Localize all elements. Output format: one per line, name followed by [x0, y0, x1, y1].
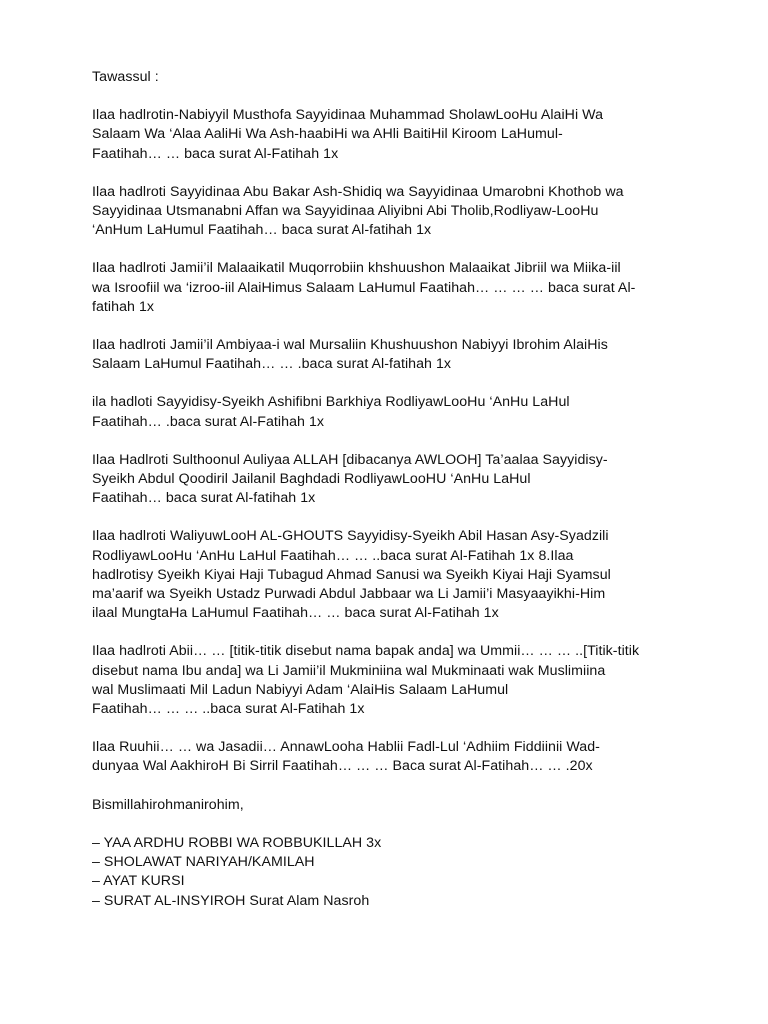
paragraph-tawassul-malaikat: Ilaa hadlroti Jamii’il Malaaikatil Muqorrobiin khshuushon Malaaikat Jibriil wa Miika-iil wa Isroofiil wa ‘izroo-iil AlaiHimus Salaam LaHumul Faatihah… … … … baca surat Al- fatihah 1x — [92, 260, 636, 315]
list-item: – AYAT KURSI — [92, 873, 185, 890]
paragraph-tawassul-auliya: Ilaa Hadlroti Sulthoonul Auliyaa ALLAH [dibacanya AWLOOH] Ta’aalaa Sayyidisy- Syeikh Abdul Qoodiril Jailanil Baghdadi RodliyawLooHU ‘AnHu LaHul Faatihah… baca surat Al-fatihah 1x — [92, 451, 608, 507]
paragraph-tawassul-ashif: ila hadloti Sayyidisy-Syeikh Ashifibni Barkhiya RodliyawLooHu ‘AnHu LaHul Faatihah… .baca surat Al-Fatihah 1x — [92, 394, 570, 430]
document-content — [92, 68, 682, 911]
list-item: – YAA ARDHU ROBBI WA ROBBUKILLAH 3x — [92, 834, 382, 851]
reading-list — [92, 834, 682, 911]
paragraph-tawassul-ambiya: Ilaa hadlroti Jamii’il Ambiyaa-i wal Mursaliin Khushuushon Nabiyyi Ibrohim AlaiHis Salaam LaHumul Faatihah… … .baca surat Al-fatihah 1x — [92, 337, 608, 373]
list-item: – SURAT AL-INSYIROH Surat Alam Nasroh — [92, 892, 370, 909]
paragraph-basmalah: Bismillahirohmanirohim, — [92, 796, 244, 813]
paragraph-tawassul-diri: Ilaa Ruuhii… … wa Jasadii… AnnawLooha Hablii Fadl-Lul ‘Adhiim Fiddiinii Wad- dunyaa Wal AakhiroH Bi Sirril Faatihah… … … Baca surat Al-Fatihah… … .20x — [92, 739, 600, 775]
paragraph-tawassul-nabi: Ilaa hadlrotin-Nabiyyil Musthofa Sayyidinaa Muhammad SholawLooHu AlaiHi Wa Salaam Wa ‘Alaa AaliHi Wa Ash-haabiHi wa AHli BaitiHil Kiroom LaHumul- Faatihah… … baca surat Al-Fatihah 1x — [92, 107, 604, 162]
list-item: – SHOLAWAT NARIYAH/KAMILAH — [92, 854, 315, 871]
paragraph-tawassul-sahabat: Ilaa hadlroti Sayyidinaa Abu Bakar Ash-Shidiq wa Sayyidinaa Umarobni Khothob wa Sayyidinaa Utsmanabni Affan wa Sayyidinaa Aliyibni Abi Tholib,Rodliyaw-LooHu ‘AnHum LaHumul Faatihah… baca surat Al-fatihah 1x — [92, 183, 624, 239]
paragraph-tawassul-orangtua: Ilaa hadlroti Abii… … [titik-titik disebut nama bapak anda] wa Ummii… … … ..[Titik-titik disebut nama Ibu anda] wa Li Jamii’il Mukminiina wal Mukminaati wak Muslimiina wal Muslimaati Mil Ladun Nabiyyi Adam ‘AlaiHis Salaam LaHumul Faatihah… … … ..baca surat Al-Fatihah 1x — [92, 643, 640, 718]
document-title: Tawassul : — [92, 69, 159, 85]
paragraph-tawassul-masyayikh: Ilaa hadlroti WaliyuwLooH AL-GHOUTS Sayyidisy-Syeikh Abil Hasan Asy-Syadzili RodliyawLooHu ‘AnHu LaHul Faatihah… … ..baca surat Al-Fatihah 1x 8.Ilaa hadlrotisy Syeikh Kiyai Haji Tubagud Ahmad Sanusi wa Syeikh Kiyai Haji Syamsul ma’aarif wa Syeikh Ustadz Purwadi Abdul Jabbaar wa Li Jamii’i Masyaayikhi-Him ilaal MungtaHa LaHumul Faatihah… … baca surat Al-Fatihah 1x — [92, 528, 611, 622]
